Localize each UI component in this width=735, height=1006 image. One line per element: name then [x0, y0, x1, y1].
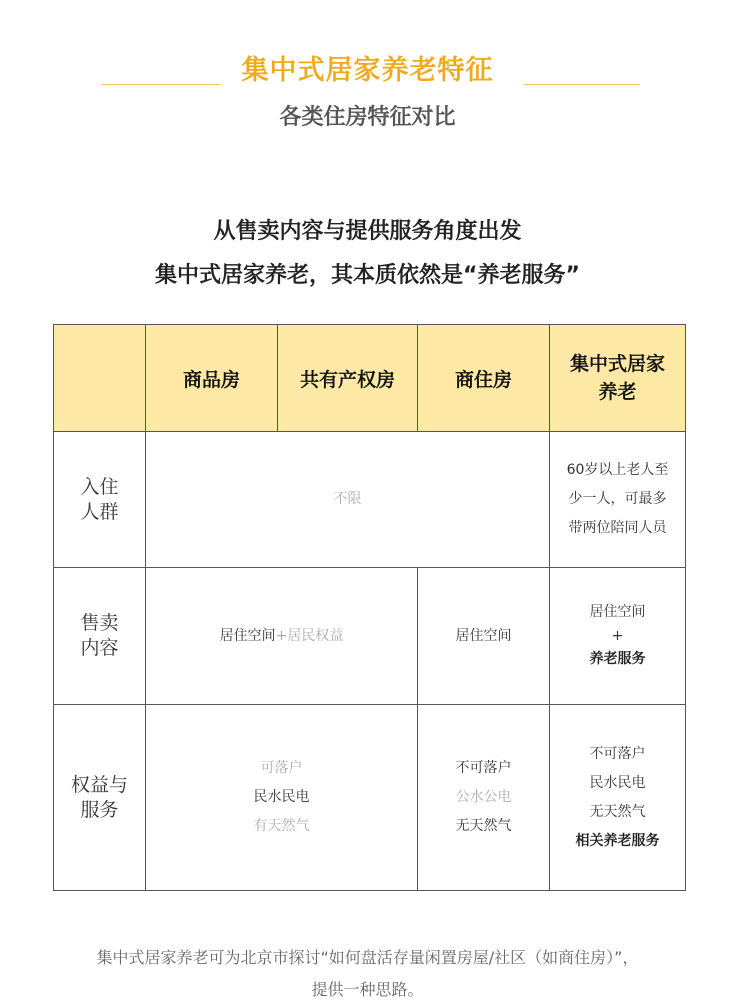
header: [0, 0, 735, 140]
table-header-row: [54, 325, 686, 432]
row-label-sale: [54, 568, 146, 705]
cell-line: 公水公电: [455, 789, 512, 805]
row-label-line: 入住: [80, 475, 119, 498]
residents-elderly-cell: [550, 432, 686, 568]
plus-sign: +: [611, 628, 624, 644]
table-row: [54, 432, 686, 568]
cell-line: 少一人，可最多: [568, 491, 667, 507]
rights-commercial-cell: [418, 705, 550, 891]
cell-line: 带两位陪同人员: [568, 520, 667, 536]
table-row: [54, 568, 686, 705]
row-label-residents: [54, 432, 146, 568]
cell-line: 无天然气: [589, 803, 646, 820]
cell-line: 民水民电: [589, 774, 646, 791]
cell-line: 养老服务: [589, 651, 646, 667]
row-label-line: 服务: [80, 798, 119, 821]
cell-line: 60岁以上老人至: [566, 462, 669, 478]
row-label-line: 售卖: [80, 612, 119, 634]
sale-rights-text: +居民权益: [275, 627, 344, 644]
footer-note: [30, 942, 705, 1006]
cell-line: 居住空间: [589, 604, 646, 620]
cell-line: 有天然气: [253, 818, 310, 834]
rights-housing-cell: [146, 705, 418, 891]
cell-line: 可落户: [260, 760, 303, 776]
cell-line: 相关养老服务: [575, 832, 660, 849]
sale-elderly-cell: [550, 568, 686, 705]
header-corner: [54, 325, 146, 432]
table-row: [54, 705, 686, 891]
row-label-rights: [54, 705, 146, 891]
header-elderly-text: 集中式居家养老: [569, 353, 665, 403]
sale-housing-cell: [146, 568, 418, 705]
sale-space-text: 居住空间: [219, 627, 276, 644]
residents-unlimited-cell: 不限: [146, 432, 550, 568]
cell-line: 不可落户: [589, 745, 646, 762]
footer-line-2: 提供一种思路。: [311, 980, 424, 999]
page-title: 集中式居家养老特征: [241, 55, 494, 86]
comparison-table: [53, 324, 686, 891]
page-subtitle: 各类住房特征对比: [279, 105, 456, 130]
cell-line: 无天然气: [455, 818, 512, 834]
row-label-line: 内容: [80, 637, 119, 659]
cell-line: 民水民电: [253, 789, 310, 805]
footer-line-1: 集中式居家养老可为北京市探讨“如何盘活存量闲置房屋/社区（如商住房）”，: [96, 948, 639, 967]
header-commodity-housing: 商品房: [146, 325, 278, 432]
rights-elderly-cell: [550, 705, 686, 891]
cell-line: 不可落户: [455, 760, 512, 776]
header-shared-ownership: 共有产权房: [278, 325, 418, 432]
header-commercial-residential: 商住房: [418, 325, 550, 432]
intro-line-1: 从售卖内容与提供服务角度出发: [213, 219, 522, 244]
intro-line-2: 集中式居家养老，其本质依然是“养老服务”: [155, 263, 580, 288]
header-centralized-elderly-care: [550, 325, 686, 432]
sale-commercial-cell: 居住空间: [418, 568, 550, 705]
row-label-line: 人群: [80, 500, 119, 523]
title-divider-right: [524, 84, 640, 85]
row-label-line: 权益与: [70, 773, 128, 796]
